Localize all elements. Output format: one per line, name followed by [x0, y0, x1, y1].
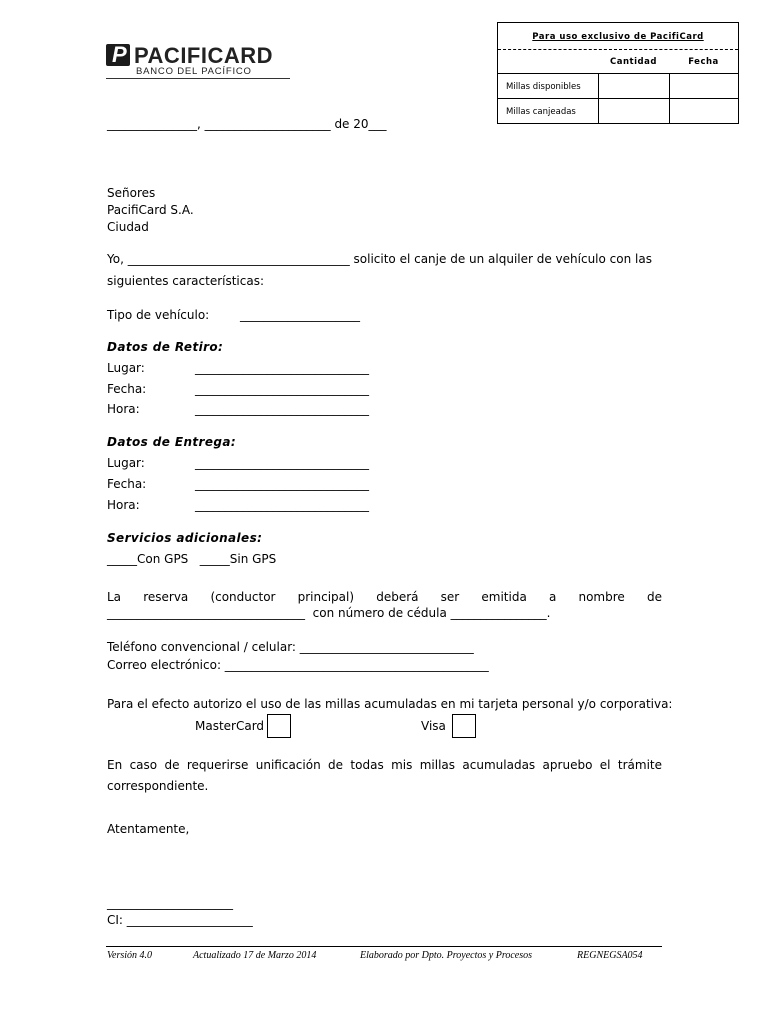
unification-line-end: correspondiente. [107, 779, 209, 793]
millas-canjeadas-label: Millas canjeadas [506, 107, 576, 117]
brand-subtitle: BANCO DEL PACÍFICO [136, 66, 252, 77]
entrega-fecha-label: Fecha: [107, 477, 147, 491]
retiro-hora-label: Hora: [107, 402, 140, 416]
reserva-word: de [646, 590, 662, 604]
retiro-lugar-label: Lugar: [107, 361, 145, 375]
footer-updated: Actualizado 17 de Marzo 2014 [193, 950, 317, 961]
footer-author: Elaborado por Dpto. Proyectos y Procesos [360, 950, 533, 961]
pacificard-logo-mark: P [106, 44, 130, 66]
address-line-city: Ciudad [107, 220, 149, 234]
table-header-divider [498, 73, 738, 74]
retiro-fecha-label: Fecha: [107, 382, 147, 396]
pacificard-logo [106, 44, 290, 82]
col-cantidad-header: Cantidad [610, 57, 657, 67]
brand-name: PACIFICARD [134, 43, 274, 68]
col-fecha-header: Fecha [688, 57, 719, 67]
millas-disponibles-label: Millas disponibles [506, 82, 581, 92]
internal-use-title: Para uso exclusivo de PacifiCard [498, 23, 738, 50]
retiro-fecha-field[interactable]: _____________________________ [195, 382, 369, 396]
mastercard-label: MasterCard [195, 719, 265, 733]
entrega-lugar-label: Lugar: [107, 456, 145, 470]
signature-line[interactable]: _____________________ [107, 896, 233, 910]
reserva-word: nombre [578, 590, 625, 604]
internal-use-table [497, 22, 739, 124]
request-line-name[interactable]: Yo, _____________________________________ solicito el canje de un alquiler de vehículo con las [107, 252, 652, 266]
gps-options[interactable]: _____Con GPS _____Sin GPS [107, 552, 277, 566]
table-row-divider [498, 98, 738, 99]
reserva-word: (conductor [210, 590, 276, 604]
entrega-fecha-field[interactable]: _____________________________ [195, 477, 369, 491]
reserva-word: deberá [376, 590, 419, 604]
ci-field[interactable]: CI: _____________________ [107, 913, 253, 927]
reserva-name-cedula-field[interactable]: _________________________________ con número de cédula ________________. [107, 606, 551, 620]
table-col-divider [598, 73, 599, 124]
request-line-continued: siguientes características: [107, 274, 265, 288]
reserva-word: principal) [297, 590, 355, 604]
reserva-word: reserva [143, 590, 189, 604]
phone-field[interactable]: Teléfono convencional / celular: _____________________________ [107, 640, 474, 654]
entrega-hora-field[interactable]: _____________________________ [195, 498, 369, 512]
footer-code: REGNEGSA054 [577, 950, 643, 961]
reserva-word: La [107, 590, 122, 604]
vehicle-type-label: Tipo de vehículo: [107, 308, 210, 322]
retiro-hora-field[interactable]: _____________________________ [195, 402, 369, 416]
reserva-word: a [548, 590, 557, 604]
retiro-lugar-field[interactable]: _____________________________ [195, 361, 369, 375]
visa-label: Visa [421, 719, 446, 733]
retiro-heading: Datos de Retiro: [107, 340, 224, 354]
servicios-heading: Servicios adicionales: [107, 531, 263, 545]
visa-checkbox[interactable] [452, 714, 476, 738]
reserva-word: ser [440, 590, 460, 604]
authorize-text: Para el efecto autorizo el uso de las millas acumuladas en mi tarjeta personal y/o corporativa: [107, 697, 673, 711]
entrega-lugar-field[interactable]: _____________________________ [195, 456, 369, 470]
mastercard-checkbox[interactable] [267, 714, 291, 738]
reserva-line [107, 590, 662, 604]
reserva-word: emitida [481, 590, 527, 604]
table-col-divider [669, 73, 670, 124]
logo-underline [106, 78, 290, 79]
footer-version: Versión 4.0 [107, 950, 152, 961]
address-line-senores: Señores [107, 186, 156, 200]
date-line[interactable]: _______________, _____________________ de 20___ [107, 117, 387, 131]
entrega-hora-label: Hora: [107, 498, 140, 512]
email-field[interactable]: Correo electrónico: ____________________________________________ [107, 658, 489, 672]
address-line-company: PacifiCard S.A. [107, 203, 194, 217]
closing: Atentamente, [107, 822, 190, 836]
footer-divider [106, 946, 662, 947]
unification-line: En caso de requerirse unificación de todas mis millas acumuladas apruebo el trámite [107, 758, 662, 772]
entrega-heading: Datos de Entrega: [107, 435, 237, 449]
vehicle-type-field[interactable]: ____________________ [240, 308, 360, 322]
